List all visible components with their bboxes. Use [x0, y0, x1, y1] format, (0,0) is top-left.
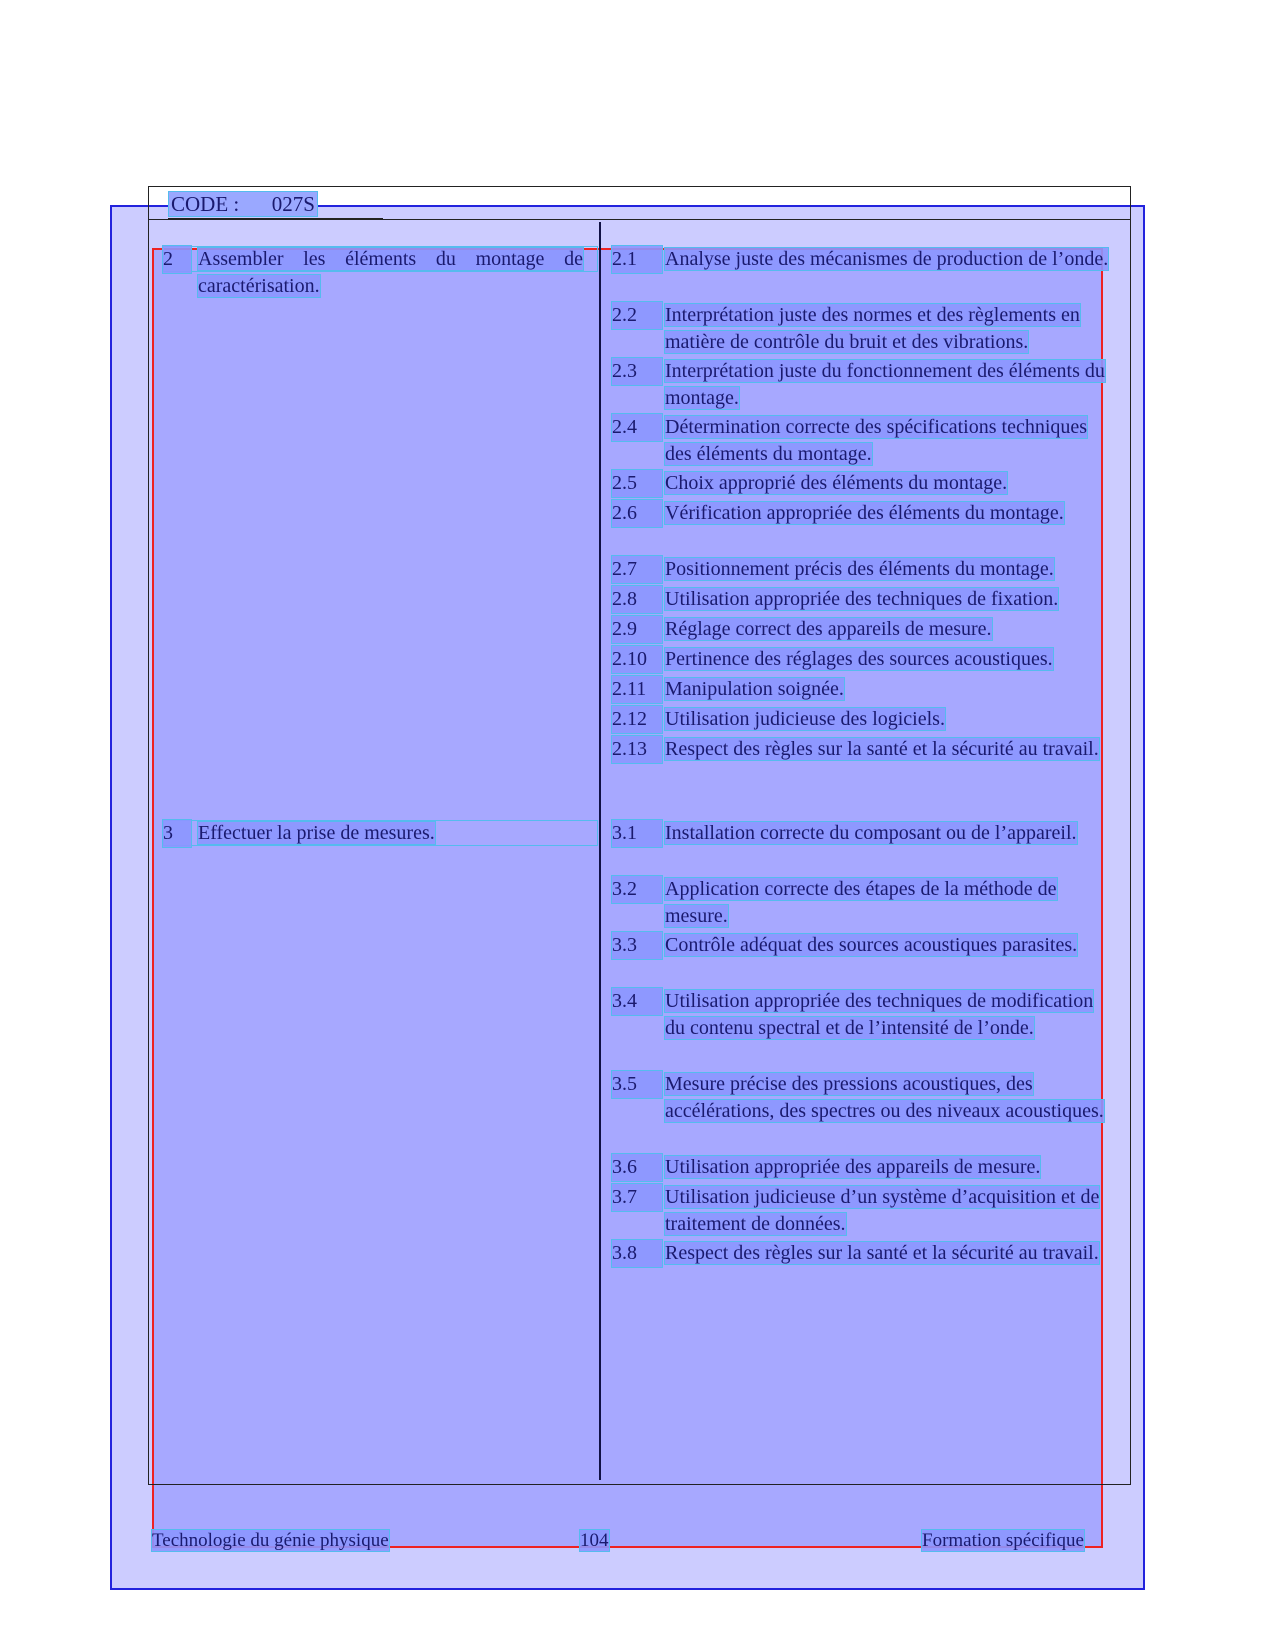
criterion-text: Utilisation appropriée des techniques de fixation.	[665, 588, 1059, 610]
criterion-text: Installation correcte du composant ou de l’appareil.	[665, 822, 1077, 844]
criterion-text: Mesure précise des pressions acoustiques, des accélérations, des spectres ou des niveaux acoustiques.	[665, 1073, 1104, 1122]
criterion-text: Analyse juste des mécanismes de production de l’onde.	[665, 248, 1109, 270]
criterion-number: 3.4	[612, 988, 662, 1015]
criterion-number: 2.11	[612, 676, 662, 703]
criterion-text: Interprétation juste des normes et des règlements en matière de contrôle du bruit et des vibrations.	[665, 304, 1080, 353]
criterion-text: Pertinence des réglages des sources acoustiques.	[665, 648, 1053, 670]
code-label: CODE :	[171, 192, 240, 216]
criterion-number: 2.2	[612, 302, 662, 329]
competency-title: Effectuer la prise de mesures.	[198, 822, 435, 844]
criterion-number: 2.1	[612, 246, 662, 273]
criterion-text: Respect des règles sur la santé et la sécurité au travail.	[665, 738, 1099, 760]
header-divider	[148, 219, 1131, 220]
competency-number: 2	[163, 246, 191, 273]
criterion-number: 3.2	[612, 876, 662, 903]
criterion-number: 2.6	[612, 500, 662, 527]
code-underline	[168, 218, 383, 219]
criterion-text: Réglage correct des appareils de mesure.	[665, 618, 992, 640]
column-divider	[599, 222, 601, 1480]
criterion-text: Application correcte des étapes de la méthode de mesure.	[665, 878, 1057, 927]
criterion-number: 2.8	[612, 586, 662, 613]
code-header	[168, 191, 318, 217]
footer-center	[580, 1530, 609, 1552]
criterion-number: 2.3	[612, 358, 662, 385]
footer-section: Formation spécifique	[922, 1530, 1084, 1551]
criterion-text: Choix approprié des éléments du montage.	[665, 472, 1008, 494]
criterion-text: Manipulation soignée.	[665, 678, 844, 700]
criterion-number: 2.5	[612, 470, 662, 497]
criterion-text: Respect des règles sur la santé et la sécurité au travail.	[665, 1242, 1099, 1264]
criterion-text: Détermination correcte des spécifications techniques des éléments du montage.	[665, 416, 1088, 465]
criterion-text: Utilisation judicieuse des logiciels.	[665, 708, 945, 730]
criterion-text: Vérification appropriée des éléments du montage.	[665, 502, 1064, 524]
criterion-number: 3.5	[612, 1071, 662, 1098]
page-number: 104	[580, 1530, 609, 1551]
competency-number: 3	[163, 820, 191, 847]
competency-3	[163, 820, 583, 848]
criterion-number: 2.9	[612, 616, 662, 643]
criterion-number: 2.10	[612, 646, 662, 673]
criterion-text: Interprétation juste du fonctionnement des éléments du montage.	[665, 360, 1105, 409]
footer-right	[922, 1530, 1084, 1552]
footer-left	[152, 1530, 389, 1552]
code-value: 027S	[271, 192, 315, 216]
criterion-text: Contrôle adéquat des sources acoustiques parasites.	[665, 934, 1078, 956]
criterion-text: Utilisation appropriée des appareils de mesure.	[665, 1156, 1041, 1178]
criterion-number: 3.7	[612, 1184, 662, 1211]
criterion-number: 2.12	[612, 706, 662, 733]
criterion-text: Utilisation judicieuse d’un système d’acquisition et de traitement de données.	[665, 1186, 1100, 1235]
criterion-number: 3.8	[612, 1240, 662, 1267]
competency-2	[163, 246, 583, 302]
criterion-number: 3.3	[612, 932, 662, 959]
criterion-number: 2.13	[612, 736, 662, 763]
criterion-number: 2.4	[612, 414, 662, 441]
criterion-text: Positionnement précis des éléments du montage.	[665, 558, 1054, 580]
criterion-number: 3.1	[612, 820, 662, 847]
criterion-text: Utilisation appropriée des techniques de modification du contenu spectral et de l’intensité de l’onde.	[665, 990, 1094, 1039]
criterion-number: 2.7	[612, 556, 662, 583]
footer-program: Technologie du génie physique	[152, 1530, 389, 1551]
criterion-number: 3.6	[612, 1154, 662, 1181]
competency-title: Assembler les éléments du montage de caractérisation.	[198, 248, 583, 297]
